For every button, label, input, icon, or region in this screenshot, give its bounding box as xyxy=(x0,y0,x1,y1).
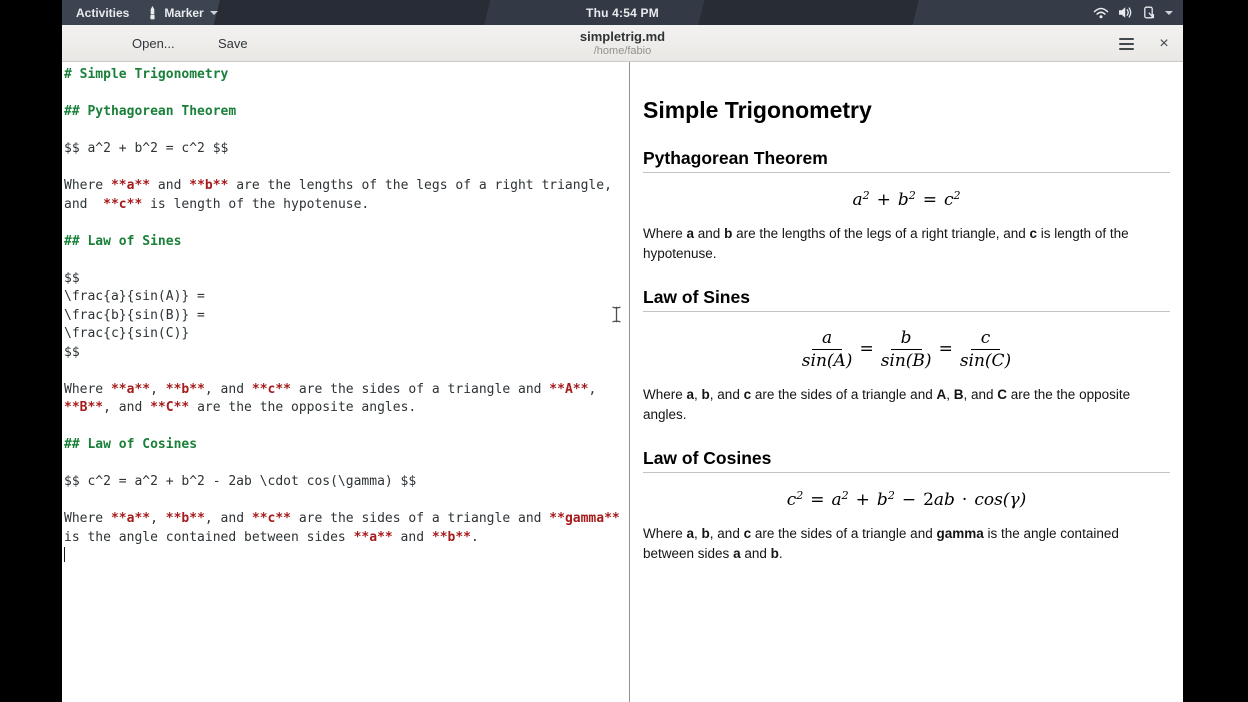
editor-line: $$ xyxy=(64,270,80,286)
editor-line: ## Pythagorean Theorem xyxy=(64,104,237,119)
app-menu-button[interactable] xyxy=(147,6,217,20)
editor-line: **B**, and **C** are the the opposite angles. xyxy=(64,400,417,415)
math-formula: $\frac{a}{\sin(A)}$ = $\frac{b}{\sin(B)}$ = $\frac{c}{\sin(C)}$ xyxy=(801,328,1012,371)
editor-line xyxy=(64,418,627,437)
preview-title: Simple Trigonometry xyxy=(643,97,872,123)
volume-icon xyxy=(1118,6,1133,19)
editor-line: \frac{b}{sin(B)} = xyxy=(64,307,205,323)
system-status-area[interactable] xyxy=(1093,0,1173,25)
text-caret xyxy=(64,547,65,562)
section-heading: Law of Cosines xyxy=(643,448,1170,473)
editor-line: and **c** is length of the hypotenuse. xyxy=(64,196,370,212)
editor-line: $$ c^2 = a^2 + b^2 - 2ab \cdot cos(\gamma) $$ xyxy=(64,474,417,489)
editor-line xyxy=(64,122,627,141)
editor-line: \frac{c}{sin(C)} xyxy=(64,326,190,341)
editor-line xyxy=(64,492,627,511)
editor-line: Where **a**, **b**, and **c** are the sides of a triangle and **gamma** xyxy=(64,511,620,526)
section-paragraph: Where a, b, and c are the sides of a triangle and A, B, and C are the the opposite angles. xyxy=(643,387,1131,422)
editor-line: $$ a^2 + b^2 = c^2 $$ xyxy=(64,141,229,156)
section-paragraph: Where a, b, and c are the sides of a triangle and gamma is the angle contained between sides a and b. xyxy=(643,526,1119,561)
save-button[interactable]: Save xyxy=(218,36,248,51)
marker-app-window xyxy=(62,0,1183,702)
activities-button[interactable]: Activities xyxy=(76,5,130,20)
rendered-preview[interactable] xyxy=(630,62,1183,702)
headerbar xyxy=(62,25,1183,62)
preview-sections xyxy=(643,148,1170,563)
section-paragraph: Where a and b are the lengths of the legs of a right triangle, and c is length of the hypotenuse. xyxy=(643,226,1129,261)
editor-line: ## Law of Cosines xyxy=(64,437,198,452)
wifi-icon xyxy=(1093,7,1109,19)
window-title-block xyxy=(580,29,665,59)
editor-line: $$ xyxy=(64,344,80,360)
math-formula: $c^2 = a^2 + b^2 - 2ab \cdot \cos(\gamma)$ xyxy=(786,489,1027,510)
close-icon[interactable]: × xyxy=(1159,35,1169,52)
editor-line xyxy=(64,547,627,566)
document-path: /home/fabio xyxy=(593,45,652,57)
editor-line: ## Law of Sines xyxy=(64,233,182,249)
chevron-down-icon xyxy=(210,11,218,15)
document-title: simpletrig.md xyxy=(579,29,666,44)
editor-lines xyxy=(64,66,627,566)
editor-line xyxy=(64,159,627,178)
open-button[interactable]: Open... xyxy=(132,36,175,51)
main-content xyxy=(62,62,1183,702)
editor-line xyxy=(64,251,627,270)
math-formula: $a^2 + b^2 = c^2$ xyxy=(852,189,961,210)
chevron-down-icon xyxy=(1165,11,1173,15)
app-menu-label: Marker xyxy=(164,5,204,20)
editor-line: # Simple Trigonometry xyxy=(64,67,229,82)
editor-line xyxy=(64,214,627,233)
gnome-top-panel xyxy=(62,0,1183,25)
editor-line: Where **a**, **b**, and **c** are the sides of a triangle and **A**, xyxy=(64,381,597,397)
editor-line: is the angle contained between sides **a** and **b**. xyxy=(64,529,479,545)
section-heading: Law of Sines xyxy=(643,287,1170,312)
markdown-source-editor[interactable] xyxy=(62,62,629,702)
battery-icon xyxy=(1142,6,1156,20)
editor-line xyxy=(64,362,627,381)
hamburger-menu-icon[interactable] xyxy=(1111,34,1141,54)
marker-pen-icon xyxy=(147,6,158,20)
editor-line: \frac{a}{sin(A)} = xyxy=(64,289,205,304)
editor-line: Where **a** and **b** are the lengths of the legs of a right triangle, xyxy=(64,178,612,193)
editor-line xyxy=(64,455,627,474)
clock[interactable]: Thu 4:54 PM xyxy=(586,5,659,20)
section-heading: Pythagorean Theorem xyxy=(643,148,1170,173)
editor-line xyxy=(64,85,627,104)
